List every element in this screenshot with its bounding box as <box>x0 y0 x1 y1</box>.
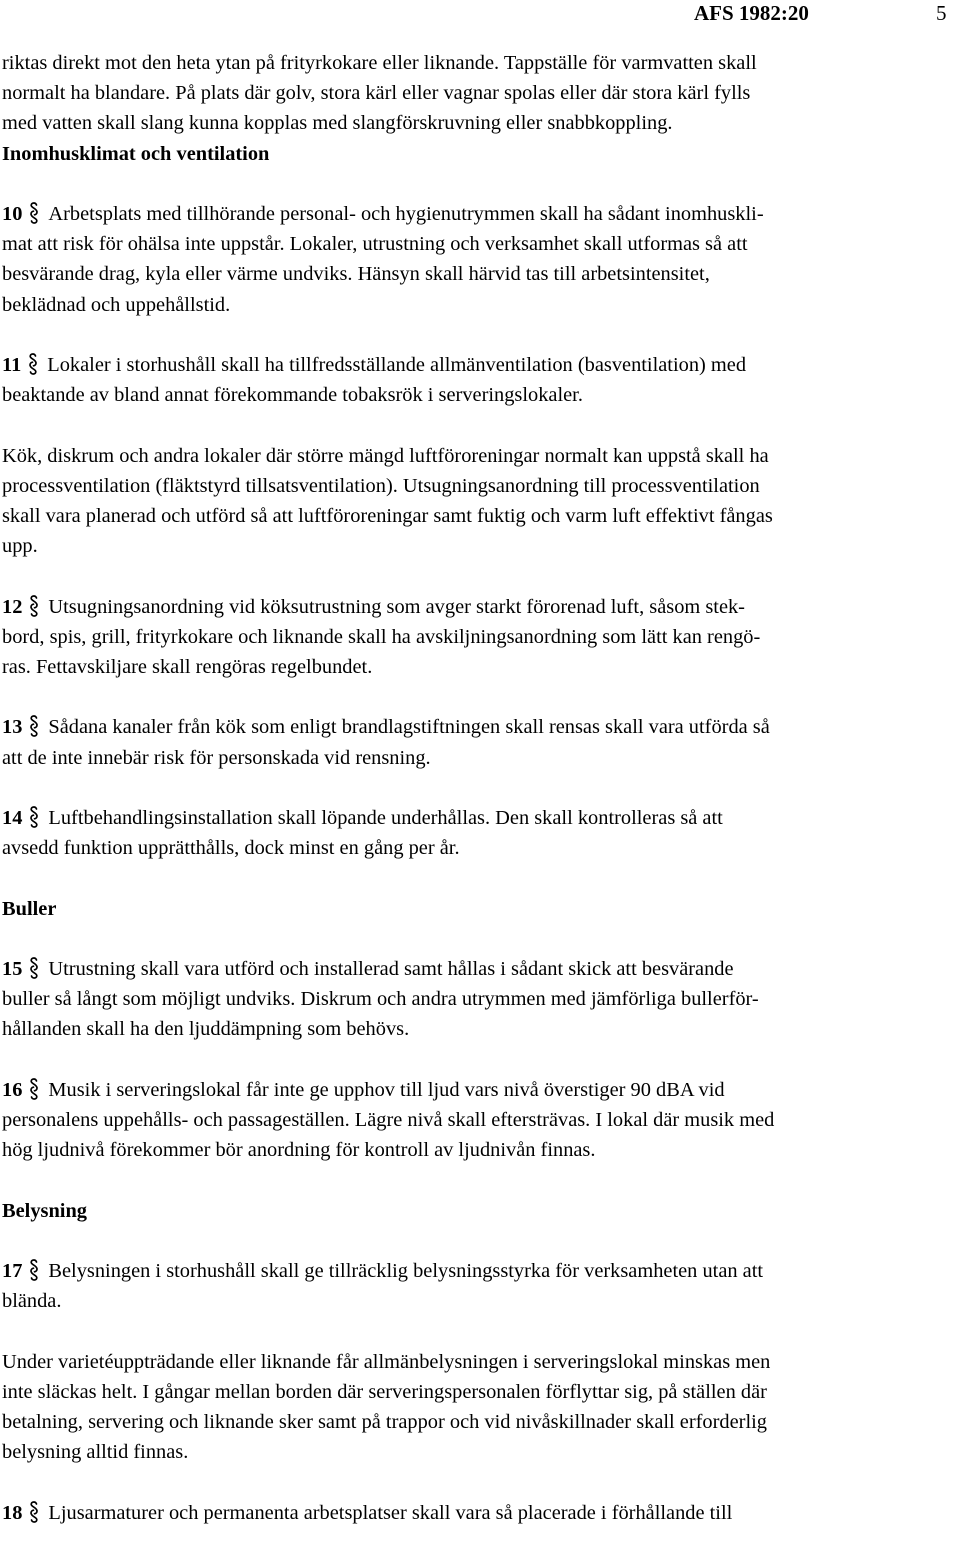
line-text: normalt ha blandare. På plats där golv, stora kärl eller vagnar spolas eller där stora kärl fylls <box>2 82 751 105</box>
text-line <box>2 1407 960 1437</box>
line-text: Utsugningsanordning vid köksutrustning som avger starkt förorenad luft, såsom stek- <box>48 595 745 618</box>
section-heading: Buller <box>2 897 57 920</box>
line-text: blända. <box>2 1290 62 1313</box>
line-text: Lokaler i storhushåll skall ha tillfredsställande allmänventilation (basventilation) med <box>47 354 747 376</box>
section-mark-icon <box>28 715 40 737</box>
line-text: Belysningen i storhushåll skall ge tillräcklig belysningsstyrka för verksamheten utan att <box>48 1259 764 1282</box>
paragraph-spacer <box>2 1226 960 1256</box>
text-line <box>2 743 960 773</box>
paragraph-spacer <box>2 682 960 712</box>
paragraph-spacer <box>2 320 960 350</box>
text-line <box>2 833 960 863</box>
text-line <box>2 652 960 682</box>
paragraph-number: 17 <box>2 1259 23 1282</box>
numbered-paragraph <box>2 592 960 683</box>
numbered-paragraph <box>2 803 960 863</box>
line-text: Sådana kanaler från kök som enligt brandlagstiftningen skall rensas skall vara utförda så <box>48 716 770 739</box>
text-line <box>2 1105 960 1135</box>
section-mark-icon <box>28 1501 40 1523</box>
line-text: Luftbehandlingsinstallation skall löpande underhållas. Den skall kontrolleras så att <box>48 806 723 829</box>
line-text: beaktande av bland annat förekommande tobaksrök i serveringslokaler. <box>2 384 583 407</box>
line-text: Under varietéuppträdande eller liknande får allmänbelysningen i serveringslokal minskas men <box>2 1350 771 1373</box>
paragraph-number: 15 <box>2 957 23 980</box>
numbered-paragraph <box>2 712 960 772</box>
paragraph-spacer <box>2 1316 960 1346</box>
text-line <box>2 1377 960 1407</box>
numbered-paragraph <box>2 1075 960 1166</box>
text-paragraph <box>2 1347 960 1468</box>
document-id: AFS 1982:20 <box>694 1 809 25</box>
paragraph-spacer <box>2 410 960 440</box>
numbered-paragraph <box>2 350 960 410</box>
text-line <box>2 350 960 380</box>
text-line <box>2 1135 960 1165</box>
document-body <box>2 48 960 1528</box>
section-mark-icon <box>28 595 40 617</box>
text-line <box>2 622 960 652</box>
text-line <box>2 199 960 229</box>
line-text: ras. Fettavskiljare skall rengöras regelbundet. <box>2 656 373 678</box>
text-line <box>2 1256 960 1286</box>
line-text: med vatten skall slang kunna kopplas med slangförskruvning eller snabbkoppling. <box>2 112 673 135</box>
paragraph-spacer <box>2 561 960 591</box>
line-text: riktas direkt mot den heta ytan på frityrkokare eller liknande. Tappställe för varmvatten skall <box>2 52 757 74</box>
line-text: avsedd funktion upprätthålls, dock minst en gång per år. <box>2 837 460 860</box>
line-text: personalens uppehålls- och passageställen. Lägre nivå skall eftersträvas. I lokal där musik med <box>2 1108 775 1131</box>
line-text: Musik i serveringslokal får inte ge upphov till ljud vars nivå överstiger 90 dBA vid <box>48 1078 725 1101</box>
section-heading: Inomhusklimat och ventilation <box>2 142 270 165</box>
paragraph-number: 14 <box>2 806 23 829</box>
paragraph-spacer <box>2 1467 960 1497</box>
line-text: mat att risk för ohälsa inte uppstår. Lokaler, utrustning och verksamhet skall utformas så att <box>2 233 748 256</box>
line-text: beklädnad och uppehållstid. <box>2 293 231 316</box>
numbered-paragraph <box>2 1256 960 1316</box>
section-mark-icon <box>27 353 39 375</box>
line-text: Kök, diskrum och andra lokaler där större mängd luftföroreningar normalt kan uppstå skall ha <box>2 444 769 467</box>
text-line <box>2 1347 960 1377</box>
text-line <box>2 1498 960 1528</box>
paragraph-spacer <box>2 863 960 893</box>
text-line <box>2 592 960 622</box>
paragraph-number: 10 <box>2 203 23 225</box>
paragraph-spacer <box>2 924 960 954</box>
text-line <box>2 1075 960 1105</box>
paragraph-spacer <box>2 169 960 199</box>
section-mark-icon <box>28 1259 40 1281</box>
text-line <box>2 229 960 259</box>
text-line <box>2 108 960 138</box>
line-text: skall vara planerad och utförd så att luftföroreningar samt fuktig och varm luft effektivt fångas <box>2 505 773 527</box>
paragraph-number: 12 <box>2 595 23 618</box>
paragraph-spacer <box>2 1165 960 1195</box>
text-line <box>2 1286 960 1316</box>
numbered-paragraph <box>2 1498 960 1528</box>
line-text: processventilation (fläktstyrd tillsatsventilation). Utsugningsanordning till processventilation <box>2 474 760 497</box>
text-line <box>2 803 960 833</box>
paragraph-number: 11 <box>2 354 22 376</box>
line-text: bord, spis, grill, frityrkokare och liknande skall ha avskiljningsanordning som lätt kan rengö- <box>2 625 761 648</box>
paragraph-number: 16 <box>2 1078 23 1101</box>
paragraph-number: 13 <box>2 716 23 739</box>
text-line <box>2 501 960 531</box>
paragraph-number: 18 <box>2 1501 23 1524</box>
numbered-paragraph <box>2 199 960 320</box>
paragraph-spacer <box>2 1045 960 1075</box>
section-mark-icon <box>28 806 40 828</box>
section-mark-icon <box>28 1078 40 1100</box>
text-paragraph <box>2 441 960 562</box>
section-mark-icon <box>28 202 40 224</box>
line-text: hög ljudnivå förekommer bör anordning för kontroll av ljudnivån finnas. <box>2 1139 596 1162</box>
text-line <box>2 471 960 501</box>
line-text: Arbetsplats med tillhörande personal- och hygienutrymmen skall ha sådant inomhuskli- <box>48 203 764 225</box>
line-text: betalning, servering och liknande sker samt på trappor och vid nivåskillnader skall erforderlig <box>2 1410 767 1433</box>
text-line <box>2 1437 960 1467</box>
line-text: att de inte innebär risk för personskada vid rensning. <box>2 746 431 769</box>
section-heading: Belysning <box>2 1199 87 1222</box>
numbered-paragraph <box>2 954 960 1045</box>
text-line <box>2 290 960 320</box>
line-text: besvärande drag, kyla eller värme undviks. Hänsyn skall härvid tas till arbetsintensitet, <box>2 263 710 286</box>
text-paragraph <box>2 48 960 139</box>
text-line <box>2 380 960 410</box>
paragraph-spacer <box>2 773 960 803</box>
text-line <box>2 531 960 561</box>
page-number: 5 <box>936 1 947 25</box>
text-line <box>2 954 960 984</box>
text-line <box>2 259 960 289</box>
line-text: inte släckas helt. I gångar mellan borden där serveringspersonalen förflyttar sig, på ställen där <box>2 1380 767 1403</box>
line-text: hållanden skall ha den ljuddämpning som behövs. <box>2 1018 410 1041</box>
line-text: Ljusarmaturer och permanenta arbetsplatser skall vara så placerade i förhållande till <box>48 1501 733 1524</box>
text-line <box>2 984 960 1014</box>
text-line <box>2 1014 960 1044</box>
section-mark-icon <box>28 957 40 979</box>
line-text: buller så långt som möjligt undviks. Diskrum och andra utrymmen med jämförliga bullerför- <box>2 988 759 1011</box>
line-text: Utrustning skall vara utförd och installerad samt hållas i sådant skick att besvärande <box>48 957 734 980</box>
text-line <box>2 712 960 742</box>
line-text: belysning alltid finnas. <box>2 1441 189 1464</box>
line-text: upp. <box>2 535 38 558</box>
text-line <box>2 78 960 108</box>
text-line <box>2 48 960 78</box>
text-line <box>2 441 960 471</box>
